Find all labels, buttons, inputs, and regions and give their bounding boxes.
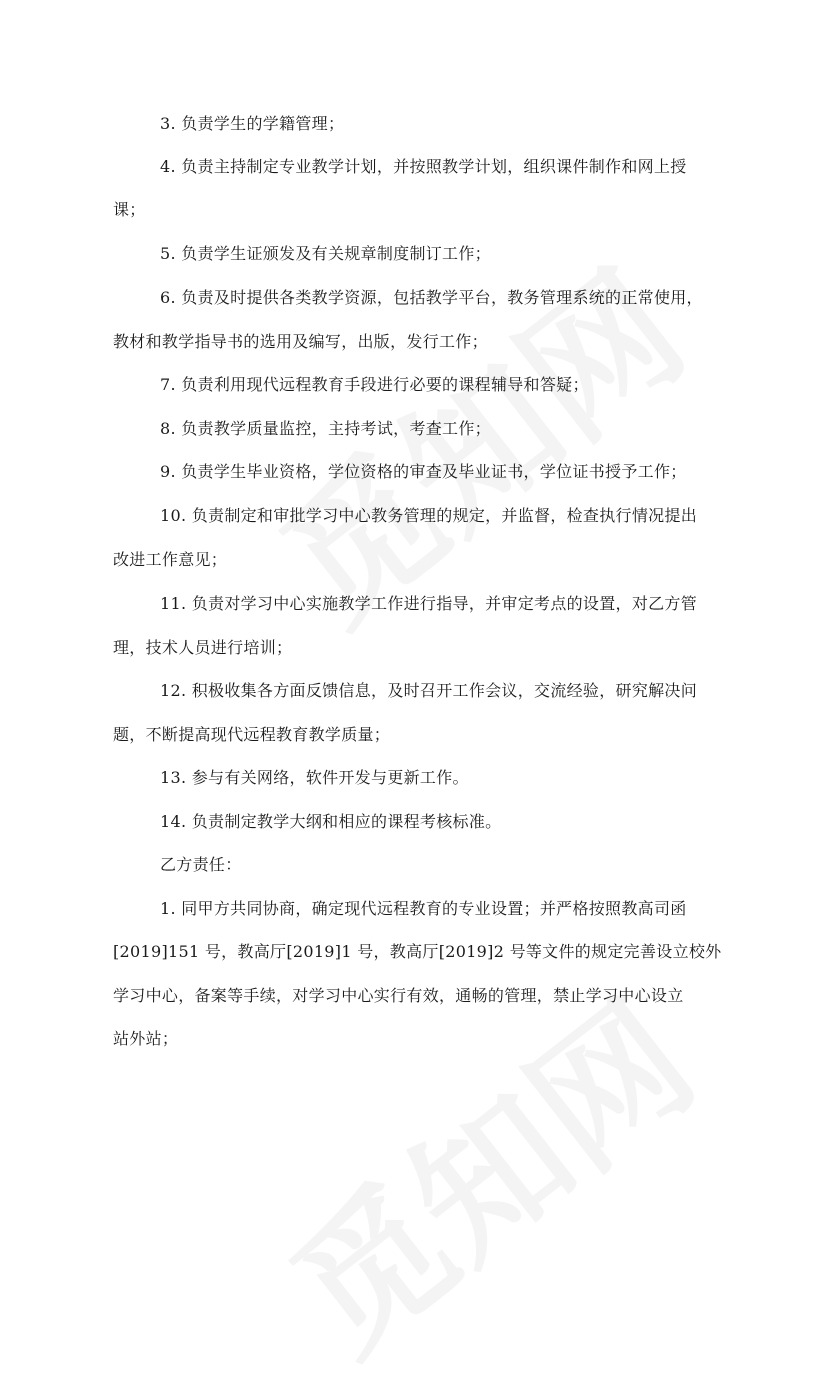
paragraph-line: 学习中心，备案等手续，对学习中心实行有效，通畅的管理，禁止学习中心设立 xyxy=(113,986,684,1005)
paragraph-line: 12. 积极收集各方面反馈信息，及时召开工作会议，交流经验，研究解决问 xyxy=(160,681,698,700)
paragraph-line: 题，不断提高现代远程教育教学质量； xyxy=(113,725,391,744)
paragraph-line: 6. 负责及时提供各类教学资源，包括教学平台，教务管理系统的正常使用， xyxy=(160,288,703,307)
paragraph-line: 13. 参与有关网络，软件开发与更新工作。 xyxy=(160,768,469,787)
paragraph-line: 理，技术人员进行培训； xyxy=(113,638,293,657)
paragraph-line: 11. 负责对学习中心实施教学工作进行指导，并审定考点的设置，对乙方管 xyxy=(160,594,698,613)
paragraph-line: [2019]151 号，教高厅[2019]1 号，教高厅[2019]2 号等文件的规定完善设立校外 xyxy=(113,942,722,961)
paragraph-line: 站外站； xyxy=(113,1029,179,1048)
paragraph-line: 7. 负责利用现代远程教育手段进行必要的课程辅导和答疑； xyxy=(160,375,589,394)
paragraph-line: 1. 同甲方共同协商，确定现代远程教育的专业设置；并严格按照教高司函 xyxy=(160,899,687,918)
paragraph-line: 14. 负责制定教学大纲和相应的课程考核标准。 xyxy=(160,812,502,831)
section-heading: 乙方责任： xyxy=(160,855,242,874)
paragraph-line: 3. 负责学生的学籍管理； xyxy=(160,114,345,133)
paragraph-line: 5. 负责学生证颁发及有关规章制度制订工作； xyxy=(160,244,491,263)
paragraph-line: 10. 负责制定和审批学习中心教务管理的规定，并监督，检查执行情况提出 xyxy=(160,506,698,525)
paragraph-line: 4. 负责主持制定专业教学计划，并按照教学计划，组织课件制作和网上授 xyxy=(160,157,687,176)
watermark-logo xyxy=(241,944,729,1391)
paragraph-line: 课； xyxy=(113,200,146,219)
paragraph-line: 8. 负责教学质量监控，主持考试，考查工作； xyxy=(160,419,491,438)
paragraph-line: 9. 负责学生毕业资格，学位资格的审查及毕业证书，学位证书授予工作； xyxy=(160,462,687,481)
paragraph-line: 改进工作意见； xyxy=(113,550,228,569)
paragraph-line: 教材和教学指导书的选用及编写，出版，发行工作； xyxy=(113,332,488,351)
